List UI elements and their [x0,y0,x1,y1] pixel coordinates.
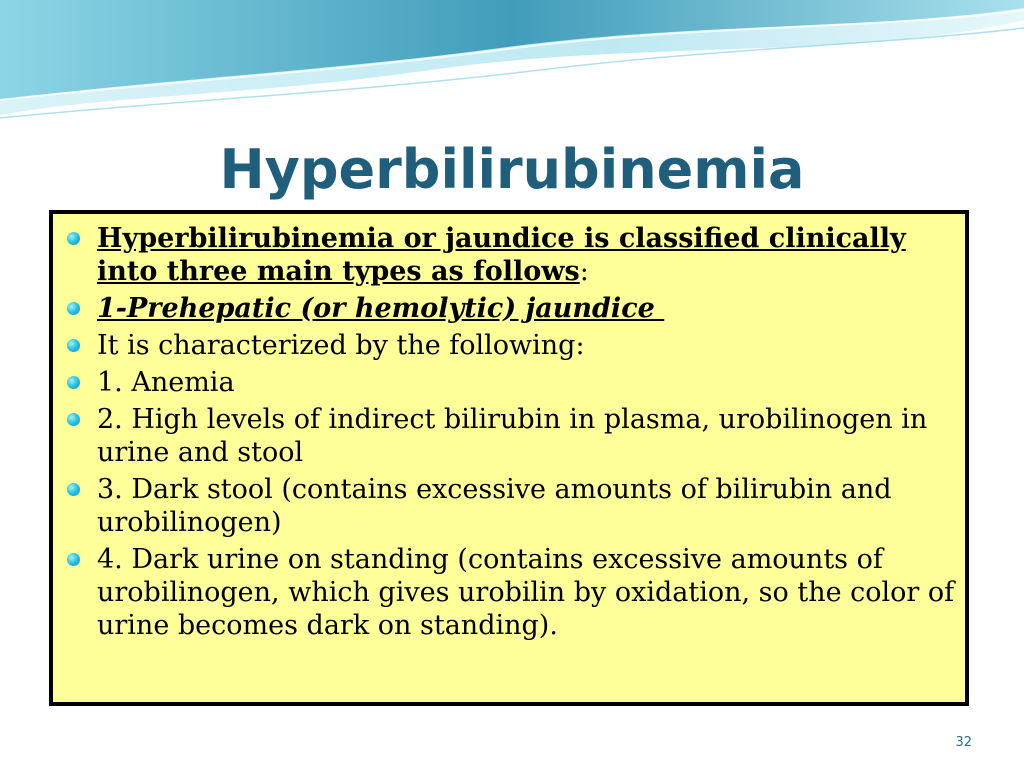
bullet-dot-icon [67,553,80,566]
bullet-text: 3. Dark stool (contains excessive amounts of bilirubin and urobilinogen) [97,474,892,538]
bullet-text: 1-Prehepatic (or hemolytic) jaundice [97,293,665,324]
list-item [65,403,955,469]
bullet-text: 4. Dark urine on standing (contains excessive amounts of urobilinogen, which gives urobilin by oxidation, so the color of urine becomes dark on standing). [97,544,955,641]
content-box [49,210,969,706]
bullet-dot-icon [67,339,80,352]
bullet-text: It is characterized by the following: [97,330,585,361]
bullet-dot-icon [67,376,80,389]
bullet-text: 2. High levels of indirect bilirubin in plasma, urobilinogen in urine and stool [97,404,928,468]
wave-decoration [0,0,1024,130]
bullet-dot-icon [67,413,80,426]
slide-number: 32 [955,735,972,750]
list-item [65,292,955,325]
list-item [65,543,955,642]
list-item [65,329,955,362]
list-item [65,473,955,539]
list-item [65,222,955,288]
list-item [65,366,955,399]
bullet-dot-icon [67,483,80,496]
bullet-dot-icon [67,232,80,245]
bullet-text: 1. Anemia [97,367,235,398]
bullet-suffix: : [579,256,589,287]
bullet-dot-icon [67,302,80,315]
bullet-text: Hyperbilirubinemia or jaundice is classified clinically into three main types as follows [97,223,906,287]
bullet-list [53,214,965,642]
slide-title: Hyperbilirubinemia [219,138,805,201]
